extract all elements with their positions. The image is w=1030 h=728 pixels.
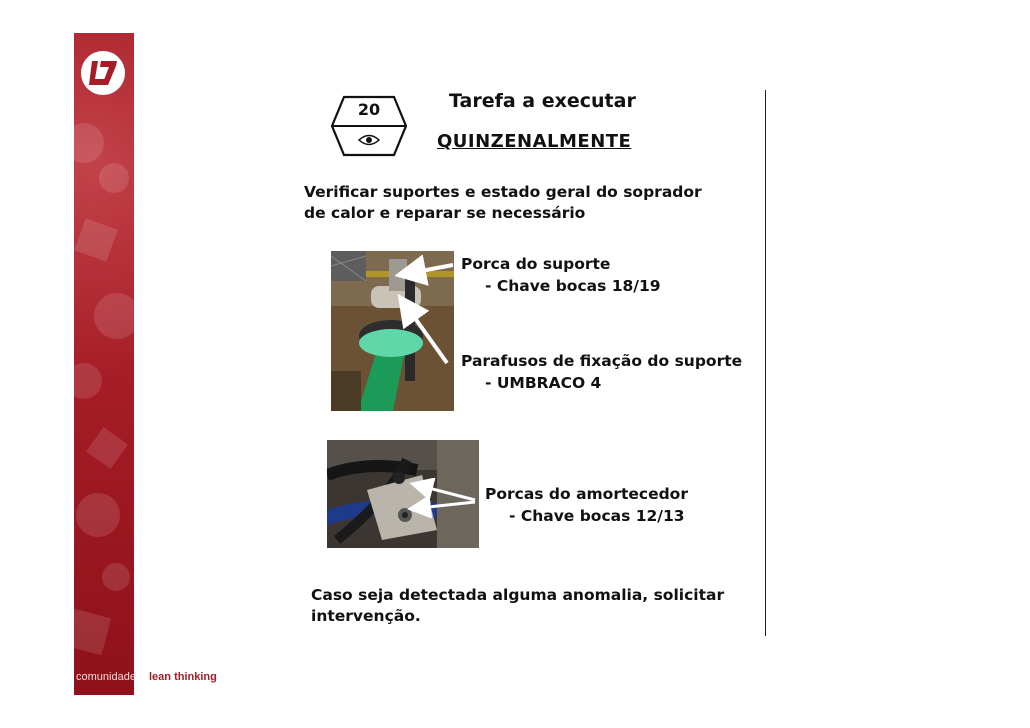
task-description: Verificar suportes e estado geral do soprador de calor e reparar se necessário [304, 183, 702, 222]
arrow-icon [405, 478, 485, 518]
callout-support-nut [461, 253, 661, 297]
callout-detail: - UMBRACO 4 [485, 374, 602, 392]
l7-logo [81, 51, 125, 95]
arrow-icon [395, 255, 465, 375]
callout-title: Parafusos de fixação do suporte [461, 352, 743, 370]
callout-title: Porca do suporte [461, 255, 611, 273]
eye-icon [358, 132, 380, 151]
footer-community: comunidade [76, 671, 136, 683]
callout-detail: - Chave bocas 18/19 [485, 277, 661, 295]
callout-support-screws [461, 350, 742, 394]
callout-detail: - Chave bocas 12/13 [509, 507, 685, 525]
task-title: Tarefa a executar [449, 90, 636, 112]
footer-lean-thinking: lean thinking [149, 671, 217, 683]
task-frequency: QUINZENALMENTE [437, 131, 632, 152]
sidebar-banner [74, 33, 134, 695]
callout-title: Porcas do amortecedor [485, 485, 688, 503]
callout-damper-nuts [485, 483, 688, 527]
task-conclusion: Caso seja detectada alguma anomalia, solicitar intervenção. [311, 586, 725, 625]
vertical-divider [765, 90, 766, 636]
task-number: 20 [357, 100, 381, 119]
task-badge [330, 95, 408, 157]
